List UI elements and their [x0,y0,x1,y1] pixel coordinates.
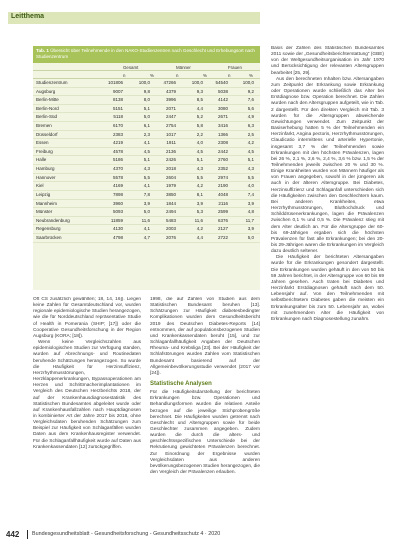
table-cell-value: 4,2 [196,226,203,232]
unit-header: n [176,72,179,78]
table-row [33,217,260,226]
table-row [33,200,260,209]
table-row [33,234,260,243]
unit-header: n [228,72,231,78]
table-cell-center: Berlin-Süd [36,114,58,120]
table-cell-value: 4,3 [196,166,203,172]
table-cell-value: 3,9 [143,200,150,206]
table-cell-value: 2018 [165,166,176,172]
table-cell-value: 2308 [217,140,228,146]
table-cell-value: 4,4 [196,234,203,240]
table-cell-value: 5038 [217,88,228,94]
table-cell-value: 3080 [217,105,228,111]
table-cell-value: 8,1 [196,191,203,197]
table-cell-value: 5,1 [247,157,254,163]
table-cell-value: 2494 [165,209,176,215]
table-cell-value: 100,0 [242,80,254,85]
table-cell-value: 5,0 [143,209,150,215]
table-cell-value: 2136 [165,148,176,154]
table-row [33,156,260,165]
table-cell-value: 8138 [112,97,123,103]
table-cell-value: 5093 [112,209,123,215]
table-cell-value: 1844 [165,200,176,206]
table-cell-value: 5,1 [143,157,150,163]
table-cell-value: 4,8 [247,209,254,215]
table-body [33,79,260,243]
table-cell-value: 4130 [112,226,123,232]
table-cell-value: 4,1 [143,226,150,232]
table-cell-value: 4,5 [247,148,254,154]
table-cell-value: 11,7 [245,217,254,223]
table-cell-value: 5483 [165,217,176,223]
participants-table [33,46,260,290]
table-caption-text: Übersicht über Teilnehmende in den NAKO-Studienzentren nach Geschlecht und Erhebungsort nach Studienzentrum [36,48,255,59]
text-column-middle [150,297,260,527]
table-cell-value: 2447 [165,114,176,120]
table-cell-value: 5118 [113,114,123,120]
paragraph: Die Häufigkeit der berichteten Altersangaben wurde für die Erkrankungen gesondert dargestellt. Die Erkrankungen wurden gehäuft in den von 50 bis 59 Jahren berichtet, in der Altersgruppe von 60 bis 69 Jahren gesehen. Auch traten bei Diabetes und Herzinfarkt Erstdiagnosen gehäuft nach dem 50. Lebensjahr auf. Von den Teilnehmenden mit selbstberichtetem Diabetes gaben die meisten ein Erkrankungsalter bis zum 50. Lebensjahr an, wobei mit zunehmendem Alter die Häufigkeit von Erkrankungen nach Diagnosestellung zunahm. [271,255,384,322]
table-cell-center: Neubrandenburg [36,217,70,223]
unit-header: % [150,72,154,78]
table-cell-center: Essen [36,140,49,146]
table-cell-value: 4,1 [143,183,150,189]
table-row [33,79,260,88]
table-cell-value: 100,0 [138,80,150,85]
table-row [33,165,260,174]
table-cell-value: 5,0 [143,114,150,120]
table-cell-value: 2442 [217,148,228,154]
table-cell-value: 9,3 [196,88,203,94]
table-cell-value: 2754 [165,123,176,129]
table-cell-value: 5151 [112,105,123,111]
table-cell-center: Mannheim [36,200,58,206]
text-column-left [33,297,141,527]
table-cell-value: 5,1 [143,105,150,111]
table-cell-value: 2,3 [143,131,150,137]
footer-divider [27,530,28,539]
section-heading: Statistische Analysen [150,381,212,388]
table-cell-value: 5186 [112,157,123,163]
section-label-text: Leitthema [11,13,45,20]
table-cell-value: 4,4 [196,105,203,111]
table-cell-center: Berlin-Mitte [36,97,59,103]
table-cell-value: 2383 [112,131,123,137]
table-cell-value: 100,0 [191,80,203,85]
table-cell-value: 2722 [217,234,228,240]
table-cell-value: 4,2 [247,140,254,146]
table-cell-value: 4,0 [196,140,203,146]
table-cell-value: 4,5 [143,148,150,154]
table-cell-value: 4,7 [143,234,150,240]
table-cell-center: Berlin-Nord [36,105,59,111]
table-cell-value: 3,9 [247,226,254,232]
table-cell-value: 2671 [217,114,228,120]
table-caption [33,46,260,63]
table-cell-value: 2604 [165,174,176,180]
paragraph: 1998, die auf Zahlen von Studien aus dem Statistischen Bundesamt beruhen [13]. Schätzungen zur Häufigkeit diabetesbedingter Komplikationen wurden dem Gesundheitsbericht 2019 des Deutschen Diabetes-Reports [14] entnommen, der auf populationsbezogenen Studien und Krankenkassendaten beruht [15], und zur Schlaganfallhäufigkeit Angaben der Deutschen Rheuma- und Krebsliga [23]. Bei der Häufigkeit der Schlafstörungen wurden Zahlen vom Statistischen Bundesamt basierend auf der Allgemeinbevölkerungsstudie verwendet (2017 vor [24]). [150,297,260,376]
table-cell-center: Münster [36,209,53,215]
table-row [33,182,260,191]
table-cell-value: 3850 [165,191,176,197]
table-cell-value: 2426 [165,157,176,163]
table-unit-header [33,71,260,79]
table-cell-value: 4798 [112,234,123,240]
table-cell-value: 2003 [165,226,176,232]
table-cell-value: 5,2 [196,114,203,120]
table-row [33,88,260,97]
paragraph: Für die Häufigkeitsdarstellung der berichteten Erkrankungen bzw. Operationen und Behandlungsformen wurden die relativen Anteile bezogen auf die jeweilige Stichprobengröße berechnet. Die Häufigkeiten wurden getrennt nach Geschlecht und Altersgruppen sowie für beide Geschlechter zusammen angegeben. Zudem wurden die durch die alters- und geschlechtsspezifischen Unterschiede bei der Rekrutierung gewichteten Prävalenzen berechnet. Zur Einordnung der Ergebnisse wurden Vergleichsdaten aus anderen bevölkerungsbezogenen Studien herangezogen, die den Vergleich der Prävalenzen erlauben. [150,390,260,476]
table-row [33,208,260,217]
unit-header: % [249,72,253,78]
table-cell-center: Regensburg [36,226,61,232]
table-cell-value: 47266 [163,80,176,85]
table-cell-value: 3,9 [196,200,203,206]
table-cell-value: 2,5 [247,131,254,137]
table-cell-value: 1979 [165,183,176,189]
page-number: 442 [6,530,20,539]
table-cell-value: 2127 [217,226,228,232]
table-cell-center: Saarbrücken [36,234,62,240]
table-row [33,225,260,234]
table-cell-center: Kiel [36,183,44,189]
table-cell-value: 9,8 [143,88,150,94]
paragraph: Oft CS zusätzlich gewählten; 18, 14, 16]). Liegen keine Zahlen für Gesamtdeutschland vor, wurden regionale epidemiologische Studien herangezogen, wie die für Norddeutschland repräsentative Studie of Health in Pomerania (SHIP; [17]) oder die Cooperative Gesundheitsforschung in der Region Augsburg (KORA; [18]). [33,297,141,339]
table-cell-value: 2974 [217,174,228,180]
table-cell-value: 101806 [107,80,123,85]
page-footer [0,528,413,542]
table-cell-value: 5,3 [196,209,203,215]
table-cell-value: 2071 [165,105,176,111]
table-cell-value: 7,4 [247,191,254,197]
table-cell-value: 5,0 [247,234,254,240]
paragraph: Aus den berechneten Inhalten bzw. Altersangaben zum Zeitpunkt der Erkrankung sowie Erkrankung oder Operationen wurde schließlich das Alter bei Erstdiagnose bzw. Operation berechnet. Die Zahlen wurden nach den Altersgruppen aufgeteilt, wie in Tab. 2 dargestellt. Für den direkten Vergleich mit Tab. 3 wurden für die Altersgruppen abweichende Gewichtungen verwendet. Zum Zeitpunkt der Basiserhebung hatten 5 % der Teilnehmenden ein Herzinfarkt, Angina pectoris, Herzrhythmusstörungen, Claudicatio intermittens und arterielle Hypertonie, insgesamt 3,7 % der Teilnehmenden sowie Erkrankungen mit den höchsten Prävalenzen, lagen bei 26 %, 2,1 %, 2,6 %, 2,4 %, 3,6 % bzw. 1,5 % der Teilnehmenden jeweils zwischen 20 % und 30 %. Einige Krankheiten wurden von Männern häufiger als von Frauen angegeben, sowohl in der jüngeren als auch in der älteren Altersgruppe. Bei Diabetes, Herzinsuffizienz und Schlaganfall unterschieden sich die Häufigkeiten zwischen den Geschlechtern kaum. Bei anderen Krankheiten, etwa Herzrhythmusstörungen, Bluthochdruck und Schilddrüsenerkrankungen, lagen die Prävalenzen zwischen 0,1 % und 0,5 %. Die Prävalenz stieg mit dem Alter deutlich an. Für die Altersgruppe der 60- bis 69-Jährigen ergaben sich die höchsten Prävalenzen für fast alle Erkrankungen; bei den 20- bis 29-Jährigen waren die Erkrankungen im Vergleich dazu deutlich seltener. [271,76,384,255]
table-cell-value: 3996 [165,97,176,103]
table-cell-value: 4169 [112,183,123,189]
table-cell-value: 6376 [217,217,228,223]
table-cell-value: 4,3 [143,166,150,172]
table-cell-center: Freiburg [36,148,53,154]
table-cell-center: Bremen [36,123,52,129]
table-cell-value: 5,1 [196,157,203,163]
table-cell-center: Halle [36,157,47,163]
table-cell-value: 9007 [112,88,123,94]
table-cell-value: 7,8 [143,191,150,197]
table-cell-value: 4048 [217,191,228,197]
group-men: Männer [176,64,191,70]
table-cell-value: 3960 [112,200,123,206]
table-cell-value: 1366 [217,131,228,137]
table-number: Tab. 1 [36,48,49,53]
table-cell-value: 2076 [165,234,176,240]
table-cell-value: 6,1 [143,123,150,129]
table-row [33,174,260,183]
table-cell-value: 4219 [112,140,123,146]
table-cell-value: 2190 [217,183,228,189]
table-cell-center: Leipzig [36,191,51,197]
table-cell-value: 2116 [218,200,228,206]
table-cell-value: 2,2 [196,131,203,137]
table-row [33,122,260,131]
unit-header: % [203,72,207,78]
table-cell-value: 2760 [217,157,228,163]
section-label [8,12,260,24]
table-row [33,113,260,122]
table-row [33,131,260,140]
table-row [33,139,260,148]
table-cell-value: 11,6 [194,217,203,223]
table-cell-value: 1017 [165,131,176,137]
table-cell-value: 4578 [112,148,123,154]
table-cell-value: 11859 [110,217,123,223]
table-group-header [33,63,260,71]
table-cell-value: 5,8 [196,123,203,129]
table-cell-value: 4,1 [143,140,150,146]
table-cell-value: 2599 [217,209,228,215]
table-cell-value: 4,9 [247,114,254,120]
table-cell-value: 5,6 [247,105,254,111]
text-column-right [271,46,384,527]
table-cell-value: 5,5 [247,174,254,180]
table-cell-value: 4,5 [196,148,203,154]
table-cell-value: 6,3 [247,123,254,129]
table-cell-center: Augsburg [36,88,56,94]
table-cell-center: Hannover [36,174,56,180]
group-total: Gesamt [123,64,139,70]
table-cell-value: 3416 [217,123,228,129]
table-cell-value: 5,5 [196,174,203,180]
table-cell-value: 4379 [165,88,176,94]
paragraph: Wenn keine Vergleichszahlen aus epidemiologischen Studien zur Verfügung standen, wurden auf Abrechnungs- und Routinedaten beruhende Schätzungen herangezogen. So wurde die Häufigkeit für Herzinsuffizienz, Herzrhythmusstörungen, Herzklappenerkrankungen, Bypassoperationen am Herzen und Schrittmacherimplantationen im Vergleich des Deutschen Herzberichts 2018, der auf der Krankenhausdiagnosestatistik des Statistischen Bundesamtes abgeleitet wurde oder auf Krankenhausfallzahlen nach Hauptdiagnosen in kombinierter Art der Jahre 2017 bis 2018, ohne Vergleichsdaten beruhenden Schätzungen zum Beispiel zur Häufigkeit von Schlaganfällen wurden Daten aus dem Krankenhausregister verwendet. Für die Schlaganfallhäufigkeit wurde auf Daten aus Krankenkassendaten [12] zurückgegriffen. [33,340,141,450]
table-cell-center: Düsseldorf [36,131,58,137]
table-row [33,148,260,157]
table-cell-value: 6170 [112,123,123,129]
table-cell-value: 4,3 [247,166,254,172]
table-row [33,191,260,200]
table-cell-center: Studienzentrum [36,80,68,85]
table-cell-value: 2352 [217,166,228,172]
table-cell-value: 1911 [166,140,176,146]
table-cell-value: 11,6 [141,217,150,223]
table-cell-value: 54540 [215,80,228,85]
group-women: Frauen [228,64,242,70]
table-cell-value: 5,5 [143,174,150,180]
table-cell-value: 9,2 [247,88,254,94]
table-cell-value: 8,5 [196,97,203,103]
table-cell-value: 4142 [217,97,228,103]
table-cell-value: 7898 [112,191,123,197]
paragraph: Basis der Zahlen des Statistischen Bundesamtes 2011 sowie der „Gesundheitsberichterstattung“ (GBE) von der Weltgesundheitsorganisation im Jahr 1970 und Berücksichtigung der relevanten Altersgruppen bearbeitet [25, 29]. [271,46,384,76]
table-cell-center: Hamburg [36,166,55,172]
journal-name: Bundesgesundheitsblatt - Gesundheitsforschung - Gesundheitsschutz 4 · 2020 [32,531,221,537]
table-cell-value: 4,0 [247,183,254,189]
table-cell-value: 4,2 [196,183,203,189]
unit-header: n [123,72,126,78]
table-row [33,96,260,105]
table-cell-value: 7,6 [247,97,254,103]
table-row [33,105,260,114]
table-cell-value: 8,0 [143,97,150,103]
table-cell-value: 4370 [112,166,123,172]
table-cell-value: 3,9 [247,200,254,206]
table-cell-value: 5578 [112,174,123,180]
